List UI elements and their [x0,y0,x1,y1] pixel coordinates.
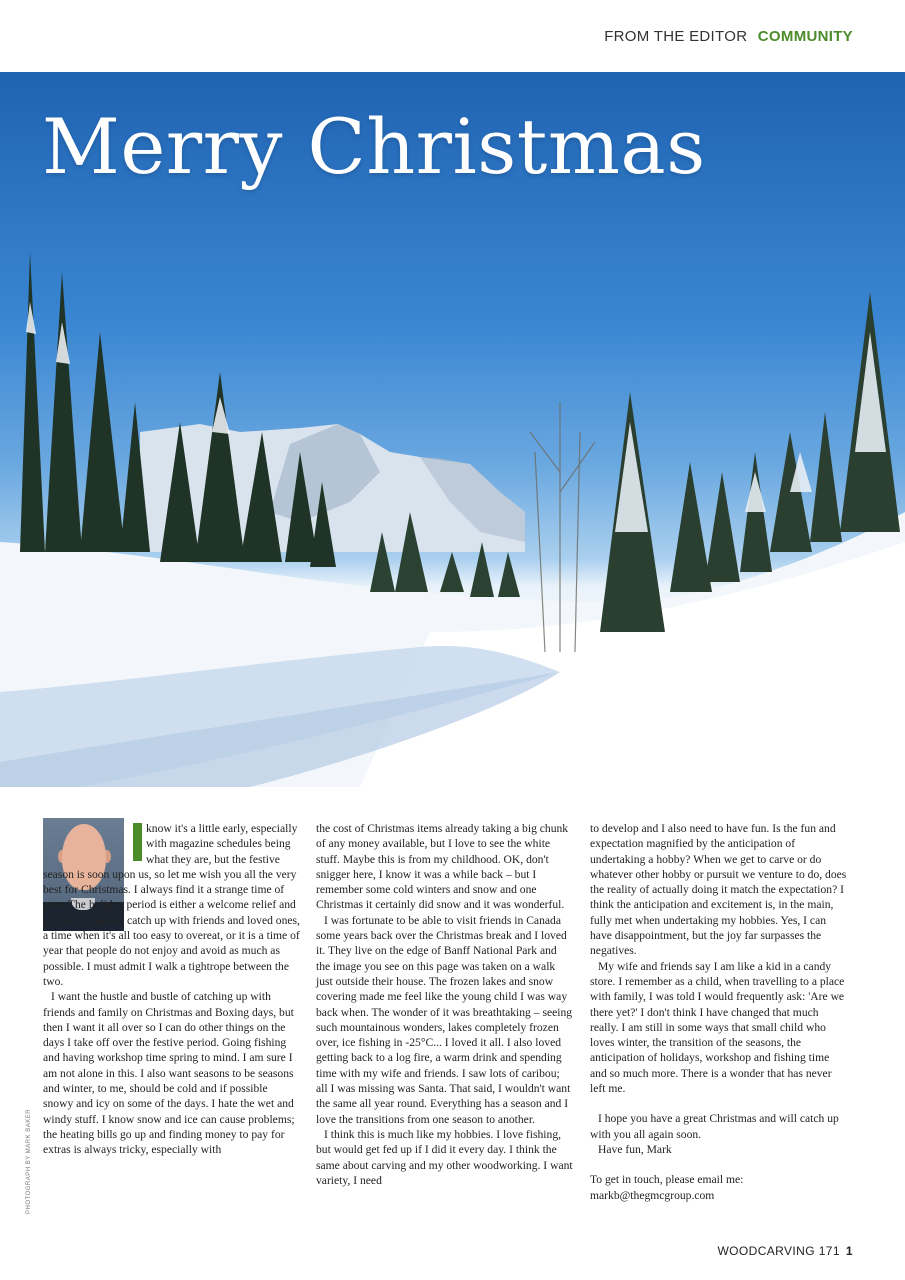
signoff: Have fun, Mark [598,1142,672,1156]
article-paragraph: I hope you have a great Christmas and will catch up with you all again soon. [590,1112,839,1141]
article-column-1 [43,821,300,1158]
page-footer [717,1244,853,1258]
section-label: FROM THE EDITOR [604,28,748,45]
contact-email-link[interactable]: markb@thegmcgroup.com [590,1188,715,1202]
hero-title: Merry Christmas [42,102,706,191]
article-column-3 [590,821,847,1203]
drop-cap-marker [133,823,142,861]
article-paragraph: I think this is much like my hobbies. I love fishing, but would get fed up if I did it every day. I think the same about carving and my other woodworking. I want variety, I need [316,1127,573,1187]
page-number: 1 [845,1244,853,1258]
article-paragraph: I want the hustle and bustle of catching up with friends and family on Christmas and Boxing days, but then I want it all over so I can do other things on the days I take off over the festive period. Going fishing and having workshop time spring to mind. I am sure I am not alone in this. I also want seasons to be seasons and winter, to me, should be cold and if possible snowy and icy on some of the days. I hate the wet and windy stuff. I know snow and ice can cause problems; the heating bills go up and finding money to pay for extras is always tricky, especially with [43,990,295,1157]
article-column-2 [316,821,573,1188]
article-paragraph: to develop and I also need to have fun. Is the fun and expectation magnified by the anticipation of undertaking a hobby? When we get to carve or do whatever other hobby or pursuit we venture to do, does the reality of actually doing it match the expectation? I think the anticipation and excitement is, in the main, fully met when undertaking my hobbies. Yes, I can have disappointment, but the joy far surpasses the negatives. [590,822,847,958]
article-paragraph: My wife and friends say I am like a kid in a candy store. I remember as a child, when travelling to a place with family, I was told I would frequently ask: 'Are we there yet?' I don't think I have changed that much really. I am still in some ways that small child who loves winter, the transition of the seasons, the anticipation of holidays, workshop and fishing time and so much more. There is a wonder that has never left me. [590,959,845,1096]
article-paragraph: I was fortunate to be able to visit friends in Canada some years back over the Christmas break and I loved it. They live on the edge of Banff National Park and the image you see on this page was taken on a walk just outside their house. The frozen lakes and snow covering made me feel like the young child I was way back when. The wonder of it was breathtaking – seeing such mountainous wonders, lakes completely frozen over, ice fishing in -25°C... I loved it all. I also loved getting back to a log fire, a warm drink and spending time with my wife and friends. I saw lots of caribou; all I was missing was Santa. That said, I wouldn't want the same all year round. Everything has a season and I love the transitions from one season to another. [316,913,573,1126]
article-paragraph: know it's a little early, especially with magazine schedules being what they are, but the festive season is soon upon us, so let me wish you all the very best for Christmas. I always find it a strange time of year. The holiday period is either a welcome relief and a time to unwind, catch up with friends and loved ones, a time when it's all too easy to overeat, or it is a time of year that people do not enjoy and avoid as much as possible. I must admit I walk a tightrope between the two. [43,822,300,988]
article-paragraph: the cost of Christmas items already taking a big chunk of any money available, but I love to see the white stuff. Maybe this is from my childhood. OK, don't snigger here, I know it was a while back – but I remember some cold winters and snow and one Christmas it certainly did snow and it was wonderful. [316,822,569,912]
page-header [604,28,853,45]
magazine-issue: WOODCARVING 171 [717,1244,840,1258]
photo-credit: PHOTOGRAPH BY MARK BAKER [26,1108,32,1214]
hero-photo [0,72,905,787]
category-label: COMMUNITY [757,28,853,45]
contact-label: To get in touch, please email me: [590,1173,744,1187]
